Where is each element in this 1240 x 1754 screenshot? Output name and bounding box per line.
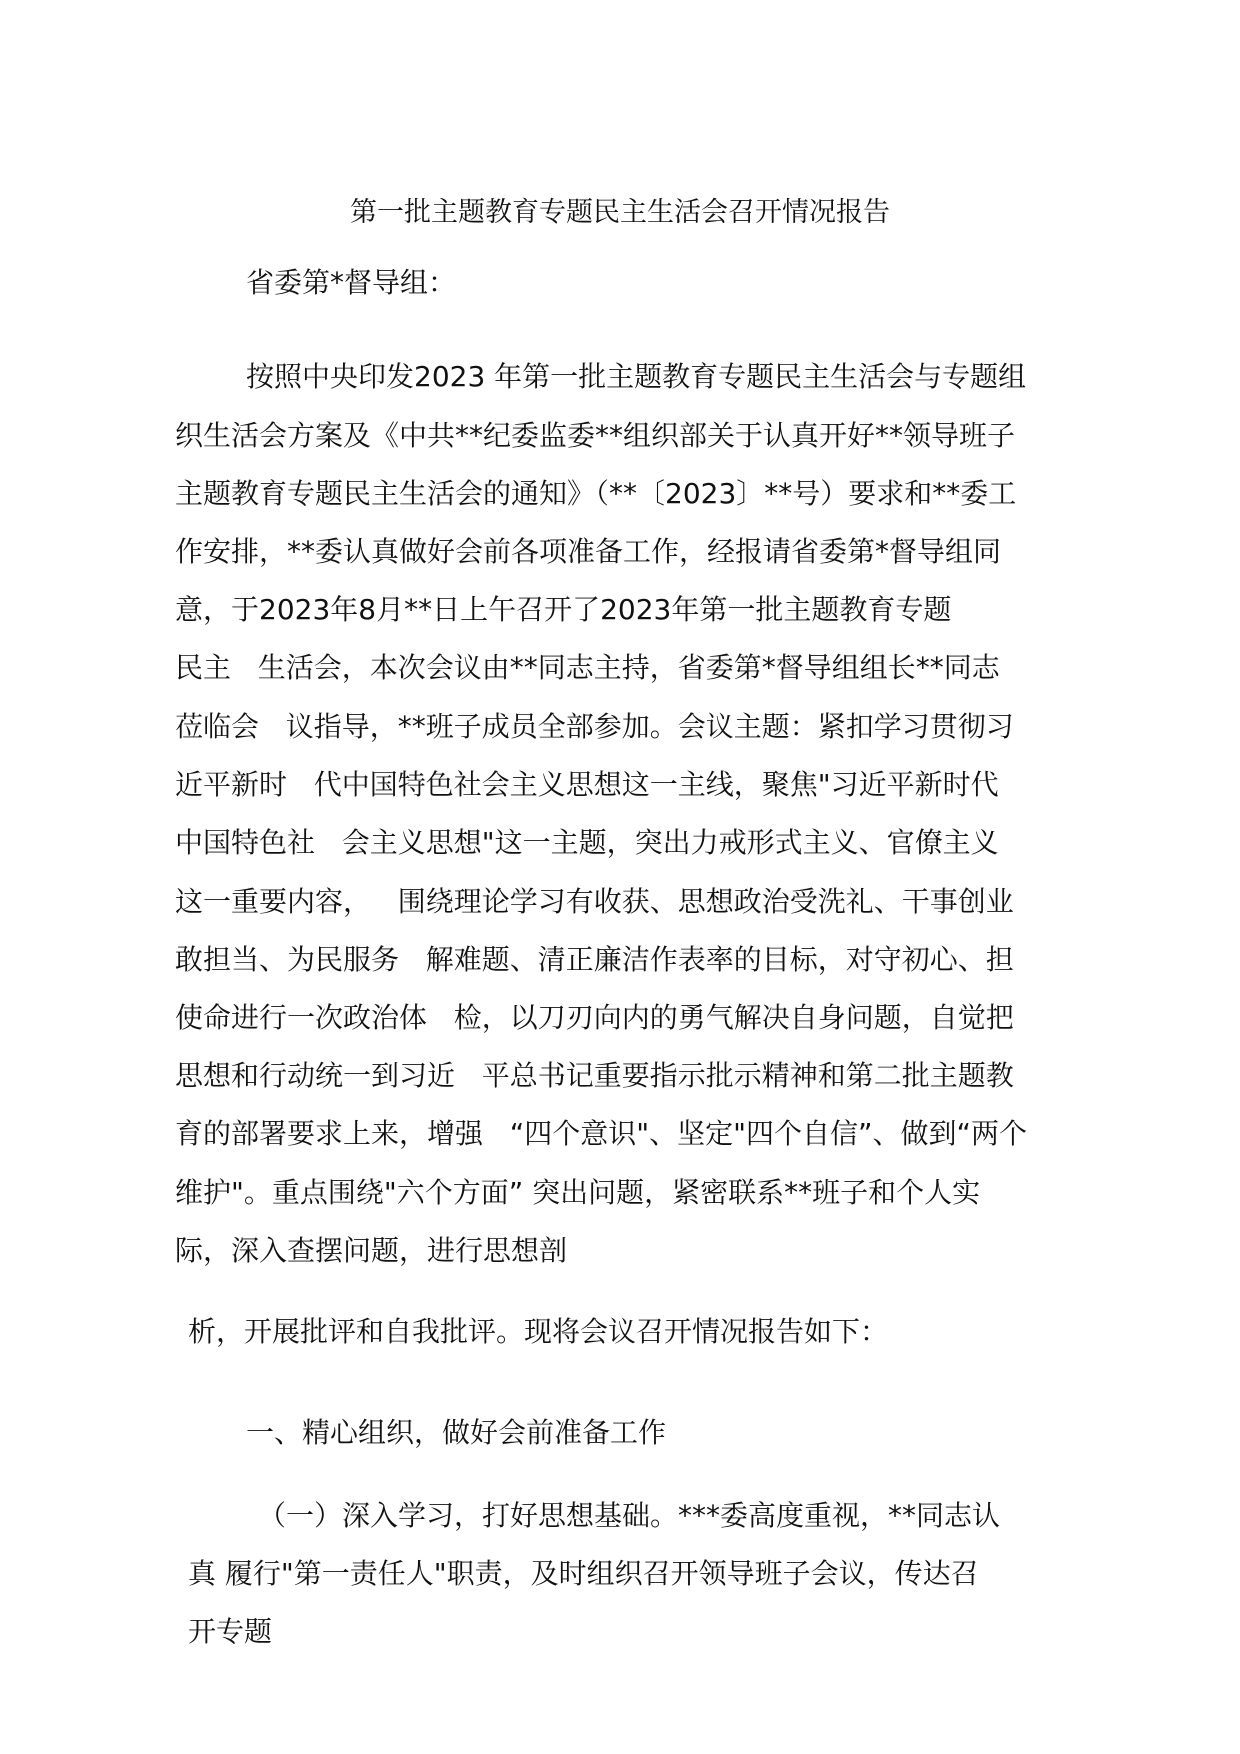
section-heading: 一、精心组织，做好会前准备工作 bbox=[246, 1416, 667, 1449]
paragraph-line: 真 履行"第一责任人"职责，及时组织召开领导班子会议，传达召 bbox=[188, 1557, 979, 1590]
paragraph-line: 际，深入查摆问题，进行思想剖 bbox=[175, 1234, 568, 1267]
paragraph-line: 思想和行动统一到习近 平总书记重要指示批示精神和第二批主题教 bbox=[175, 1059, 1014, 1092]
paragraph-line: 近平新时 代中国特色社会主义思想这一主线，聚焦"习近平新时代 bbox=[175, 768, 999, 801]
salutation: 省委第*督导组： bbox=[246, 266, 457, 299]
paragraph-line: 莅临会 议指导，**班子成员全部参加。会议主题：紧扣学习贯彻习 bbox=[175, 710, 1014, 743]
paragraph-line: 意，于2023年8月**日上午召开了2023年第一批主题教育专题 bbox=[175, 593, 952, 626]
paragraph-line: （一）深入学习，打好思想基础。***委高度重视，**同志认 bbox=[258, 1499, 1001, 1532]
paragraph-line: 主题教育专题民主生活会的通知》（**〔2023〕**号）要求和**委工 bbox=[175, 477, 1017, 510]
paragraph-line: 中国特色社 会主义思想"这一主题，突出力戒形式主义、官僚主义 bbox=[175, 826, 999, 859]
paragraph-line: 开专题 bbox=[188, 1615, 273, 1648]
paragraph-line: 民主 生活会，本次会议由**同志主持，省委第*督导组组长**同志 bbox=[175, 651, 1000, 684]
paragraph-line: 织生活会方案及《中共**纪委监委**组织部关于认真开好**领导班子 bbox=[175, 419, 1016, 452]
paragraph-line: 敢担当、为民服务 解难题、清正廉洁作表率的目标，对守初心、担 bbox=[175, 943, 1014, 976]
paragraph-line: 析，开展批评和自我批评。现将会议召开情况报告如下： bbox=[188, 1315, 889, 1348]
paragraph-line: 育的部署要求上来，增强 “四个意识"、坚定"四个自信”、做到“两个 bbox=[175, 1117, 1027, 1150]
paragraph-line: 维护"。重点围绕"六个方面” 突出问题，紧密联系**班子和个人实 bbox=[175, 1176, 981, 1209]
paragraph-line: 这一重要内容， 围绕理论学习有收获、思想政治受洗礼、干事创业 bbox=[175, 885, 1014, 918]
paragraph-line: 按照中央印发2023 年第一批主题教育专题民主生活会与专题组 bbox=[246, 360, 1027, 393]
paragraph-line: 使命进行一次政治体 检，以刀刃向内的勇气解决自身问题，自觉把 bbox=[175, 1001, 1014, 1034]
paragraph-line: 作安排，**委认真做好会前各项准备工作，经报请省委第*督导组同 bbox=[175, 535, 1002, 568]
document-title: 第一批主题教育专题民主生活会召开情况报告 bbox=[350, 197, 890, 228]
